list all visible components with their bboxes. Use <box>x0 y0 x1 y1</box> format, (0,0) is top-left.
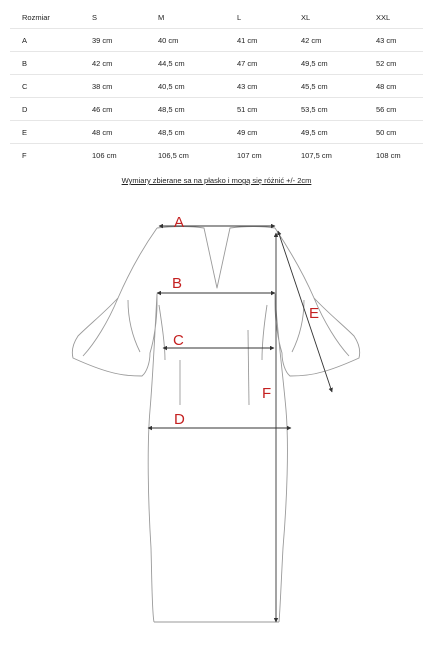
header-cell: XL <box>301 6 376 29</box>
header-cell: M <box>158 6 237 29</box>
table-cell: 49 cm <box>237 121 301 144</box>
table-cell: 42 cm <box>92 52 158 75</box>
table-cell: 107,5 cm <box>301 150 332 160</box>
table-cell: 53,5 cm <box>301 98 376 121</box>
table-cell: 46 cm <box>92 98 158 121</box>
table-cell: 106 cm <box>92 150 117 160</box>
table-cell: A <box>10 29 92 52</box>
table-cell: 48,5 cm <box>158 121 237 144</box>
table-cell: B <box>10 52 92 75</box>
label-f: F <box>262 385 272 402</box>
table-cell: 42 cm <box>301 29 376 52</box>
table-cell: 51 cm <box>237 98 301 121</box>
table-cell: 43 cm <box>376 29 423 52</box>
table-cell: E <box>10 121 92 144</box>
measurement-note: Wymiary zbierane sa na płasko i mogą się różnić +/- 2cm <box>121 176 312 185</box>
label-a: A <box>174 214 185 231</box>
table-cell: 107 cm <box>237 150 262 160</box>
table-cell: 47 cm <box>237 52 301 75</box>
table-cell: 52 cm <box>376 52 423 75</box>
table-cell: 43 cm <box>237 75 301 98</box>
table-cell: 106,5 cm <box>158 150 189 160</box>
header-cell: XXL <box>376 6 423 29</box>
table-cell: 48 cm <box>92 121 158 144</box>
table-cell: 108 cm <box>376 150 401 160</box>
table-cell: D <box>10 98 92 121</box>
table-cell: F <box>22 150 27 160</box>
table-cell: 44,5 cm <box>158 52 237 75</box>
label-e: E <box>309 305 320 322</box>
label-b: B <box>172 275 183 292</box>
label-c: C <box>173 332 184 349</box>
table-cell: 56 cm <box>376 98 423 121</box>
measure-line-e <box>278 231 332 392</box>
header-cell: S <box>92 6 158 29</box>
table-cell: 45,5 cm <box>301 75 376 98</box>
table-cell: 48,5 cm <box>158 98 237 121</box>
dress-outline <box>72 227 359 623</box>
table-cell: 39 cm <box>92 29 158 52</box>
table-cell: 40,5 cm <box>158 75 237 98</box>
header-cell: Rozmiar <box>10 6 92 29</box>
table-cell: 49,5 cm <box>301 121 376 144</box>
table-cell: 38 cm <box>92 75 158 98</box>
table-cell: 40 cm <box>158 29 237 52</box>
label-d: D <box>174 411 185 428</box>
table-cell: 48 cm <box>376 75 423 98</box>
table-cell: 49,5 cm <box>301 52 376 75</box>
table-cell: C <box>10 75 92 98</box>
table-cell: 50 cm <box>376 121 423 144</box>
header-cell: L <box>237 6 301 29</box>
table-cell: 41 cm <box>237 29 301 52</box>
